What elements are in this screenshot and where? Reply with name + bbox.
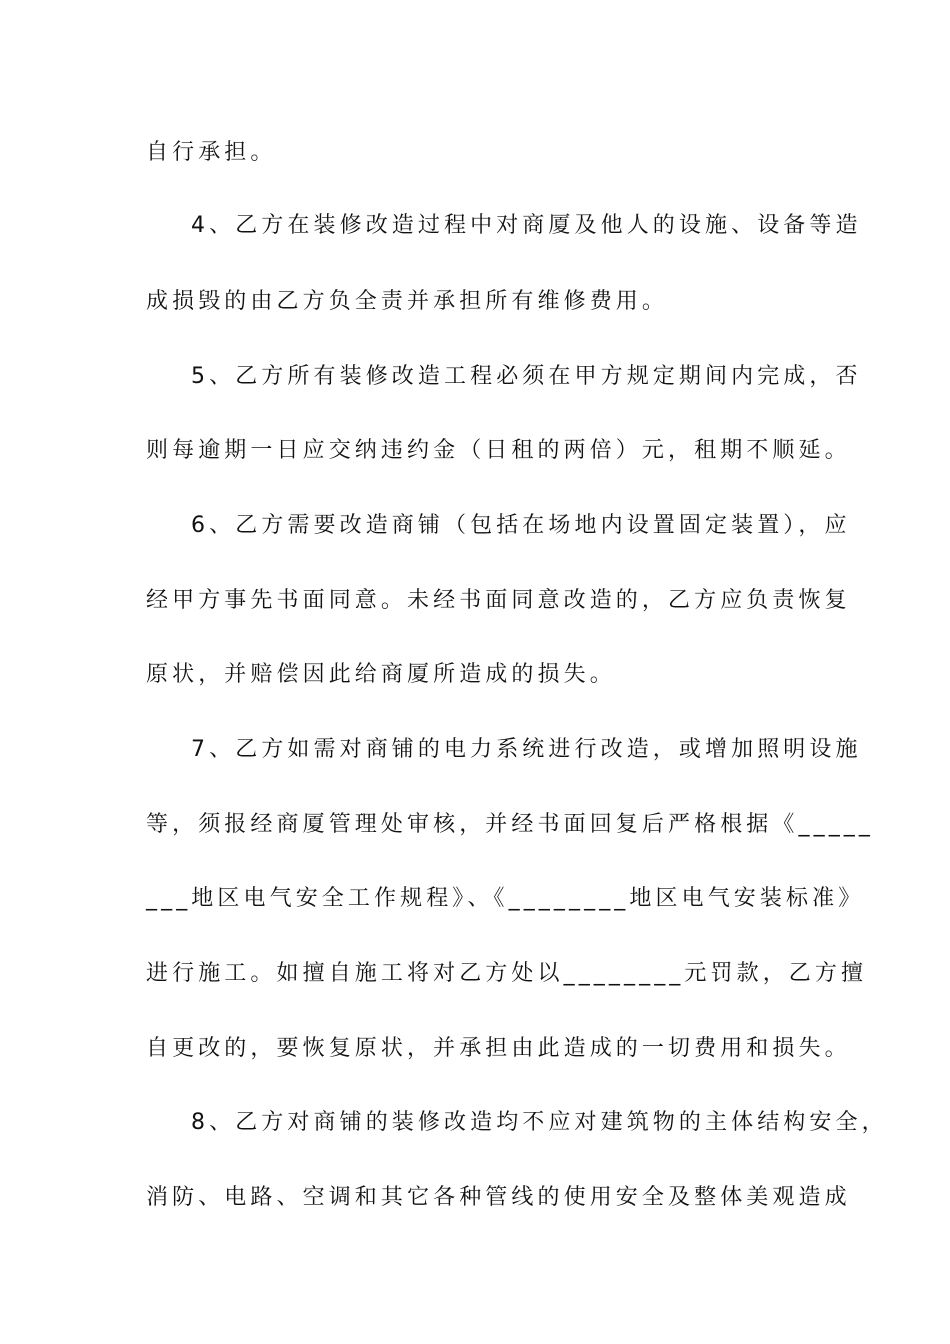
- paragraph-6-line-1: 6、乙方需要改造商铺（包括在场地内设置固定装置），应: [191, 513, 851, 538]
- paragraph-4-line-2: 成损毁的由乙方负全责并承担所有维修费用。: [146, 289, 669, 314]
- paragraph-7-line-1: 7、乙方如需对商铺的电力系统进行改造，或增加照明设施: [191, 737, 862, 762]
- paragraph-7-line-5: 自更改的，要恢复原状，并承担由此造成的一切费用和损失。: [146, 1036, 851, 1061]
- paragraph-5-line-2: 则每逾期一日应交纳违约金（日租的两倍）元，租期不顺延。: [146, 438, 851, 463]
- paragraph-7-line-4: 进行施工。如擅自施工将对乙方处以________元罚款，乙方擅: [146, 961, 868, 986]
- paragraph-8-line-1: 8、乙方对商铺的装修改造均不应对建筑物的主体结构安全，: [191, 1110, 888, 1135]
- paragraph-7-line-3: ___地区电气安全工作规程》、《________地区电气安装标准》: [146, 886, 865, 911]
- paragraph-7-line-2: 等，须报经商厦管理处审核，并经书面回复后严格根据《_____: [146, 812, 875, 837]
- paragraph-4-line-1: 4、乙方在装修改造过程中对商厦及他人的设施、设备等造: [191, 213, 862, 238]
- paragraph-6-line-2: 经甲方事先书面同意。未经书面同意改造的，乙方应负责恢复: [146, 588, 851, 613]
- paragraph-5-line-1: 5、乙方所有装修改造工程必须在甲方规定期间内完成，否: [191, 364, 862, 389]
- text-line-1: 自行承担。: [146, 140, 277, 165]
- paragraph-8-line-2: 消防、电路、空调和其它各种管线的使用安全及整体美观造成: [146, 1185, 851, 1210]
- paragraph-6-line-3: 原状，并赔偿因此给商厦所造成的损失。: [146, 662, 616, 687]
